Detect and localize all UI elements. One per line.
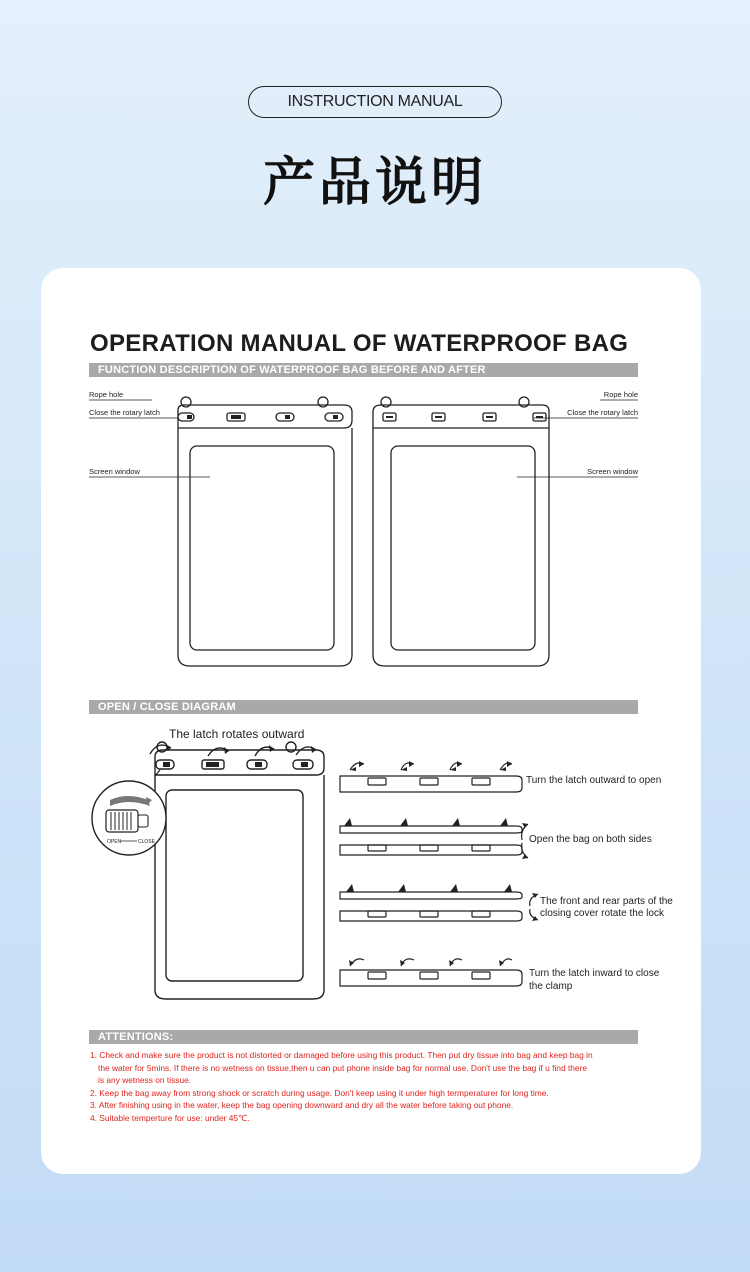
section-bar-open-close: OPEN / CLOSE DIAGRAM xyxy=(89,700,638,714)
attention-item: 1. Check and make sure the product is not distorted or damaged before using this product. Then put dry tissue into bag and keep bag in xyxy=(90,1050,593,1060)
attention-item: the water for 5mins. If there is no wetness on tissue,then u can put phone inside bag for normal use. Don't use the bag if u find there xyxy=(98,1062,588,1073)
latch-caption: The latch rotates outward xyxy=(169,727,305,741)
step-3-text-line2: closing cover rotate the lock xyxy=(540,908,664,919)
bag-open-close xyxy=(150,742,324,999)
manual-title: OPERATION MANUAL OF WATERPROOF BAG xyxy=(90,330,629,357)
step-2-text: Open the bag on both sides xyxy=(529,834,652,845)
label-screen-left: Screen window xyxy=(89,467,140,476)
section-bar-function: FUNCTION DESCRIPTION OF WATERPROOF BAG BEFORE AND AFTER xyxy=(89,363,638,377)
label-rope-hole-right: Rope hole xyxy=(603,390,638,399)
step-2-diagram xyxy=(340,824,528,858)
step-3-text-line1: The front and rear parts of the xyxy=(540,896,673,907)
attention-item: is any wetness on tissue. xyxy=(98,1075,192,1086)
step-1-text: Turn the latch outward to open xyxy=(526,775,662,786)
step-3-diagram xyxy=(340,892,538,921)
zoom-close-label: CLOSE xyxy=(138,839,155,845)
step-4-text-line1: Turn the latch inward to close xyxy=(529,968,660,979)
label-latch-right: Close the rotary latch xyxy=(567,408,638,417)
instruction-manual-pill: INSTRUCTION MANUAL xyxy=(248,86,502,118)
label-screen-right: Screen window xyxy=(587,467,638,476)
label-latch-left: Close the rotary latch xyxy=(89,408,160,417)
label-rope-hole-left: Rope hole xyxy=(89,390,124,399)
step-4-text-line2: the clamp xyxy=(529,981,573,992)
zoom-open-label: OPEN xyxy=(107,839,122,845)
section-bar-attentions: ATTENTIONS: xyxy=(89,1030,638,1044)
attentions-list xyxy=(90,1049,650,1125)
step-4-diagram xyxy=(340,959,522,986)
attention-item: 4. Suitable temperture for use: under 45℃. xyxy=(90,1112,250,1123)
attention-item: 2. Keep the bag away from strong shock or scratch during usage. Don't keep using it under high termperaturer for long time. xyxy=(90,1087,549,1098)
attention-item: 3. After finishing using in the water, keep the bag opening downward and dry all the water before taking out phone. xyxy=(90,1100,514,1111)
page-title: 产品说明 xyxy=(262,153,487,213)
step-1-diagram xyxy=(340,763,522,792)
